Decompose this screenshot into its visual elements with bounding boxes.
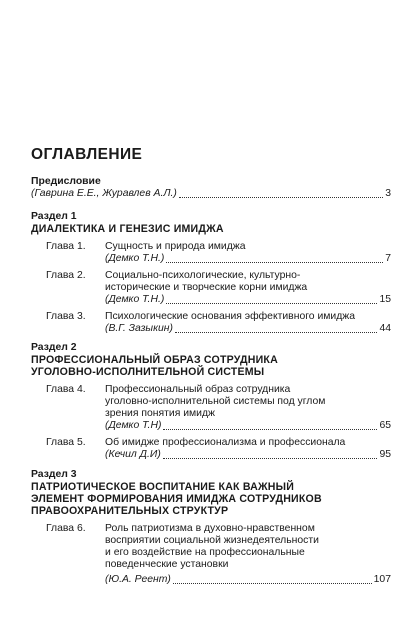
section-3-heading-line-2: ЭЛЕМЕНТ ФОРМИРОВАНИЯ ИМИДЖА СОТРУДНИКОВ — [31, 493, 322, 505]
chapter-5-label: Глава 5. — [46, 437, 86, 448]
chapter-3-title: Психологические основания эффективного имиджа — [105, 311, 355, 322]
chapter-1-authors: (Демко Т.Н.) — [105, 253, 165, 264]
chapter-4-entry — [105, 420, 391, 432]
chapter-6-entry — [105, 574, 391, 586]
chapter-6-page: 107 — [373, 574, 391, 585]
chapter-5-authors: (Кечил Д.И) — [105, 449, 161, 460]
chapter-2-label: Глава 2. — [46, 270, 86, 281]
chapter-5-title: Об имидже профессионализма и профессионала — [105, 437, 346, 448]
leader-dots — [166, 261, 383, 263]
section-3-heading-line-3: ПРАВООХРАНИТЕЛЬНЫХ СТРУКТУР — [31, 505, 229, 517]
chapter-6-title-line-4: поведенческие установки — [105, 559, 229, 570]
chapter-2-page: 15 — [379, 294, 391, 305]
chapter-1-title: Сущность и природа имиджа — [105, 241, 246, 252]
section-2-heading-line-2: УГОЛОВНО-ИСПОЛНИТЕЛЬНОЙ СИСТЕМЫ — [31, 366, 265, 378]
leader-dots — [163, 457, 378, 459]
leader-dots — [166, 302, 377, 304]
chapter-5-entry — [105, 449, 391, 461]
chapter-4-title-line-2: уголовно-исполнительной системы под углом — [105, 396, 326, 407]
chapter-3-authors: (В.Г. Зазыкин) — [105, 323, 173, 334]
preface-entry — [31, 188, 391, 200]
chapter-6-authors: (Ю.А. Реент) — [105, 574, 171, 585]
chapter-2-entry — [105, 294, 391, 306]
chapter-3-label: Глава 3. — [46, 311, 86, 322]
preface-authors: (Гаврина Е.Е., Журавлев А.Л.) — [31, 188, 177, 199]
leader-dots — [173, 582, 372, 584]
chapter-6-title-line-2: восприятии социальной жизнедеятельности — [105, 535, 319, 546]
chapter-3-page: 44 — [379, 323, 391, 334]
chapter-1-entry — [105, 253, 391, 265]
section-1-heading: ДИАЛЕКТИКА И ГЕНЕЗИС ИМИДЖА — [31, 223, 224, 235]
preface-page: 3 — [385, 188, 391, 199]
leader-dots — [163, 428, 377, 430]
section-2-heading-line-1: ПРОФЕССИОНАЛЬНЫЙ ОБРАЗ СОТРУДНИКА — [31, 354, 278, 366]
chapter-4-authors: (Демко Т.Н) — [105, 420, 162, 431]
chapter-4-title-line-3: зрения понятия имидж — [105, 408, 215, 419]
preface-title: Предисловие — [31, 176, 101, 187]
section-1-label: Раздел 1 — [31, 211, 77, 222]
chapter-4-label: Глава 4. — [46, 384, 86, 395]
chapter-6-title-line-3: и его воздействие на профессиональные — [105, 547, 305, 558]
section-2-label: Раздел 2 — [31, 342, 77, 353]
chapter-2-authors: (Демко Т.Н.) — [105, 294, 165, 305]
chapter-4-title-line-1: Профессиональный образ сотрудника — [105, 384, 291, 395]
chapter-6-title-line-1: Роль патриотизма в духовно-нравственном — [105, 523, 315, 534]
chapter-4-page: 65 — [379, 420, 391, 431]
chapter-2-title-line-2: исторические и творческие корни имиджа — [105, 282, 308, 293]
chapter-6-label: Глава 6. — [46, 523, 86, 534]
chapter-1-label: Глава 1. — [46, 241, 86, 252]
leader-dots — [179, 196, 383, 198]
leader-dots — [175, 331, 378, 333]
chapter-2-title-line-1: Социально-психологические, культурно- — [105, 270, 301, 281]
section-3-label: Раздел 3 — [31, 469, 77, 480]
chapter-5-page: 95 — [379, 449, 391, 460]
chapter-3-entry — [105, 323, 391, 335]
toc-title: ОГЛАВЛЕНИЕ — [31, 146, 143, 163]
section-3-heading-line-1: ПАТРИОТИЧЕСКОЕ ВОСПИТАНИЕ КАК ВАЖНЫЙ — [31, 481, 295, 493]
chapter-1-page: 7 — [385, 253, 391, 264]
